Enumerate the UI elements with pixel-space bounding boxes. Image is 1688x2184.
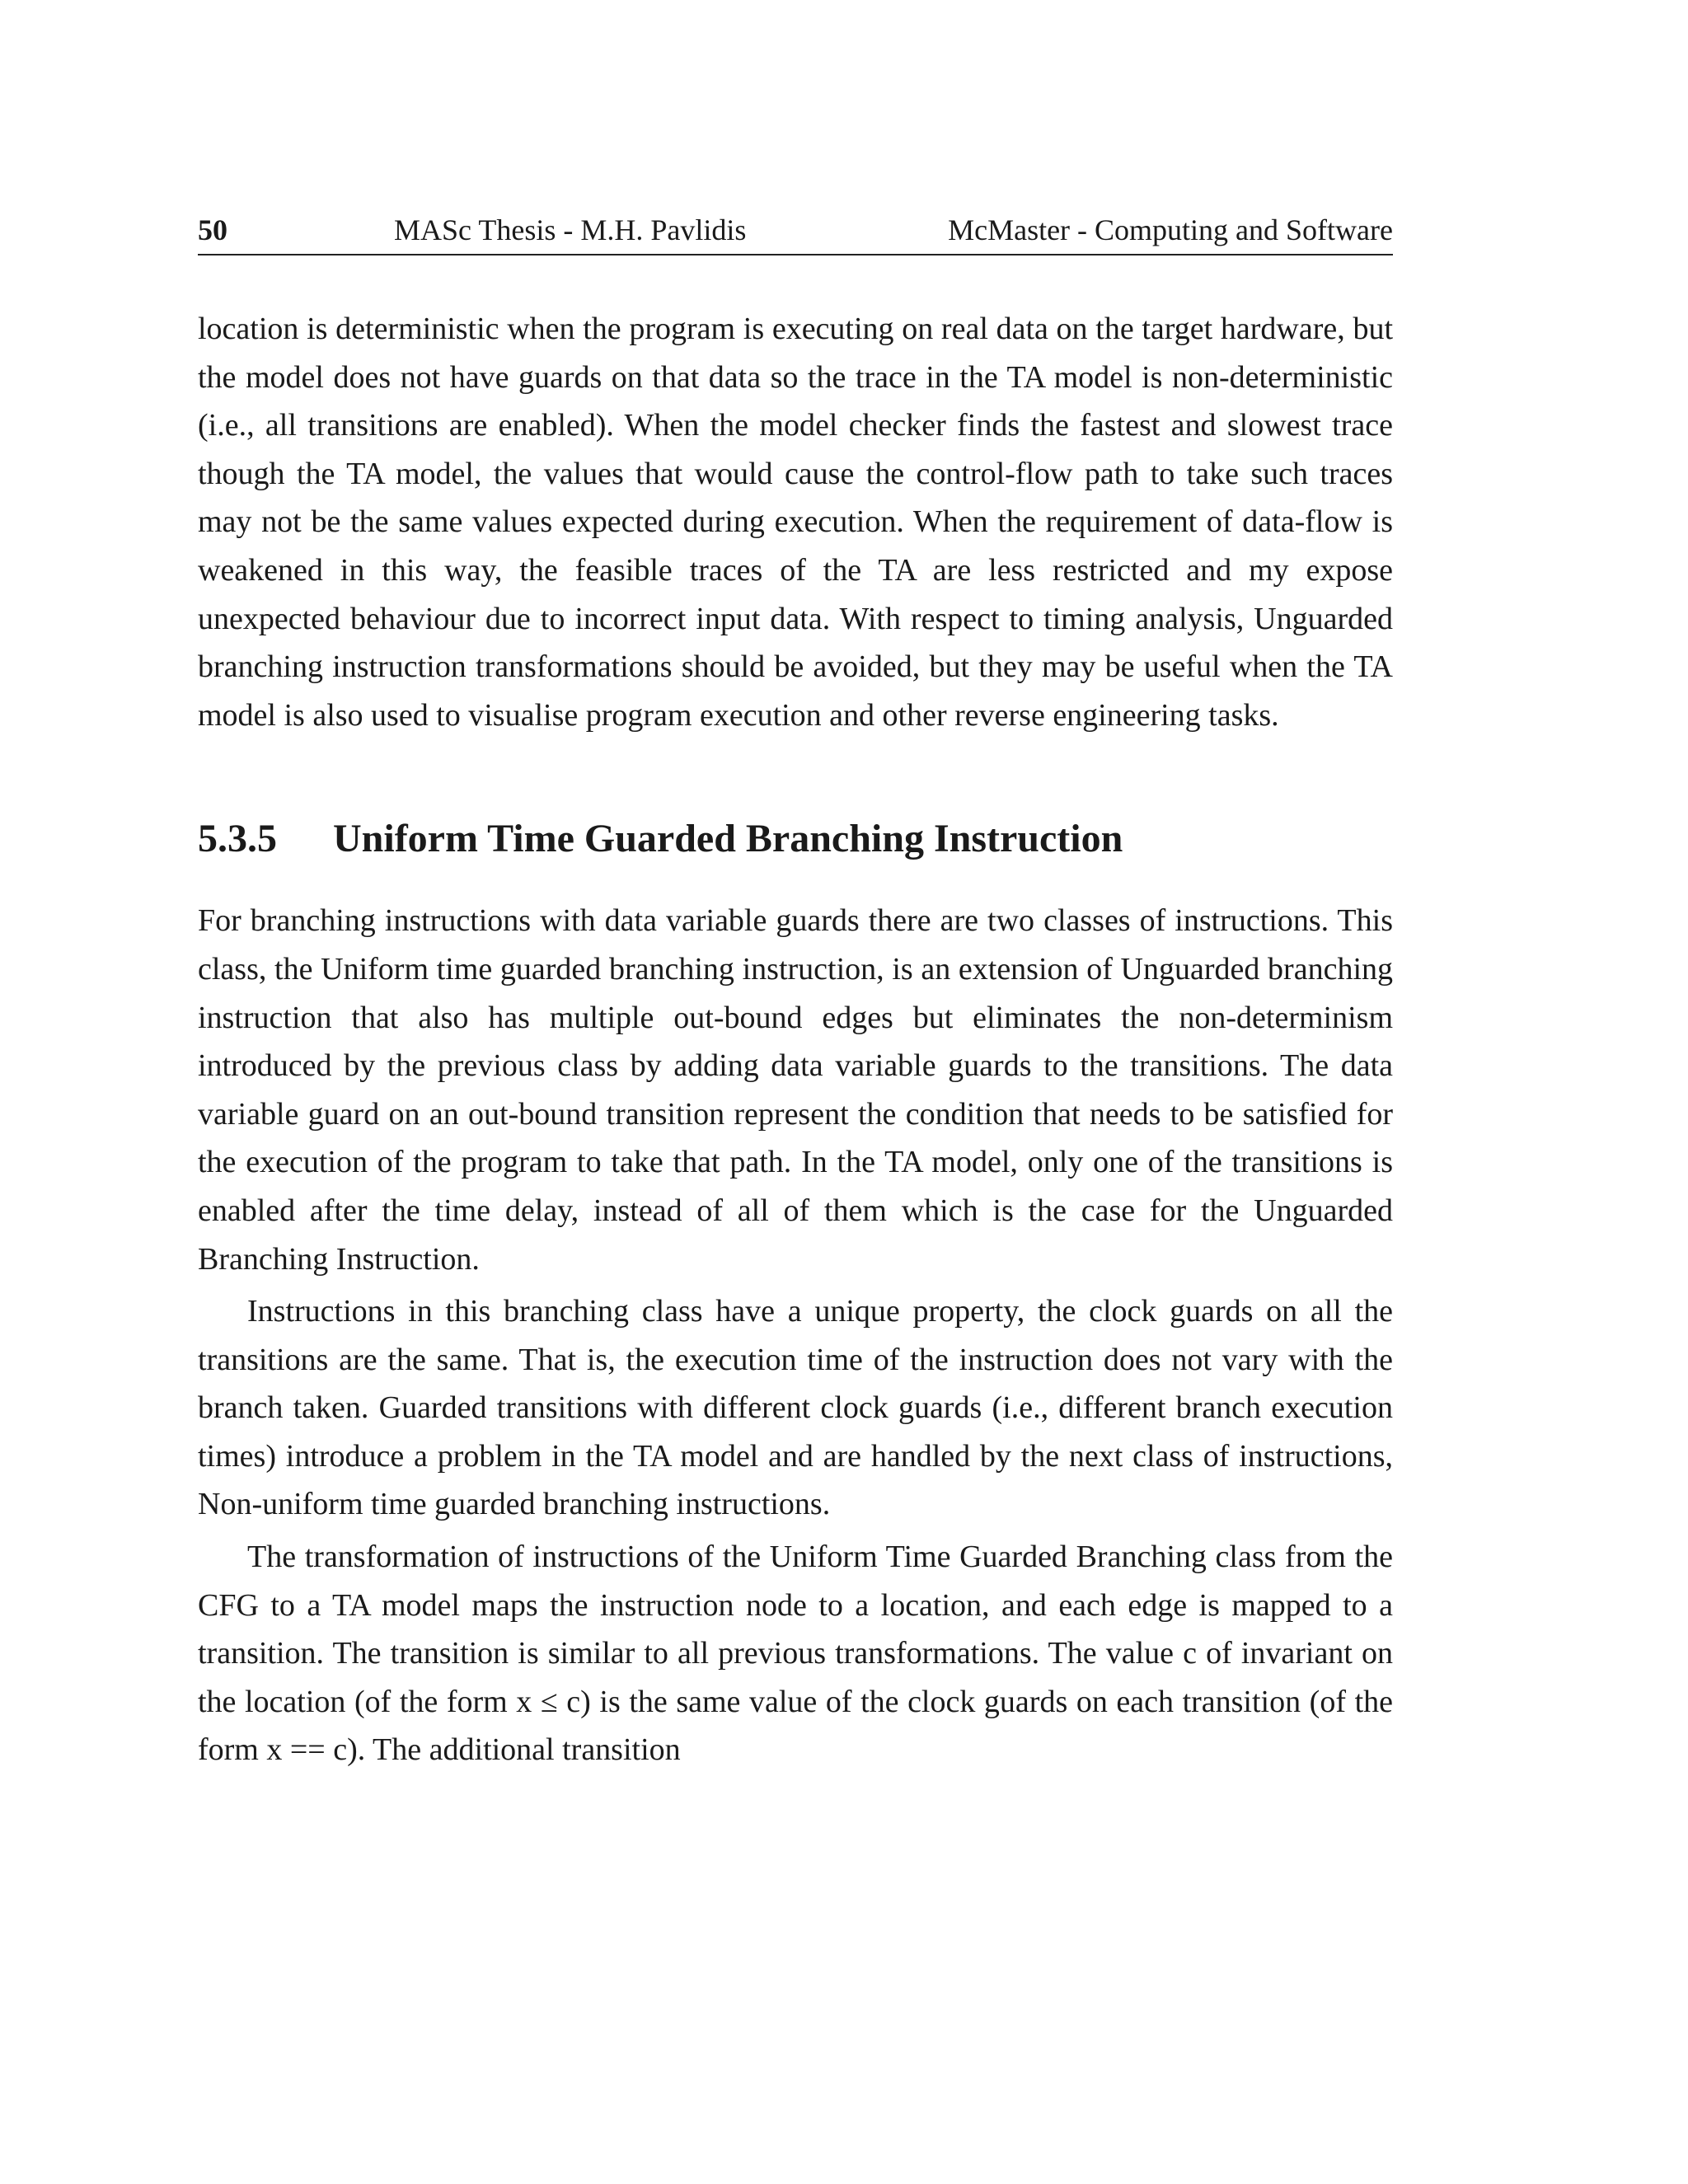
paragraph-1: location is deterministic when the program is executing on real data on the target hardware, but the model does not have guards on that data so the trace in the TA model is non-deterministic (i.e., all transitions are enabled). When the model checker finds the fastest and slowest trace though the TA model, the values that would cause the control-flow path to take such traces may not be the same values expected during execution. When the requirement of data-flow is weakened in this way, the feasible traces of the TA are less restricted and my expose unexpected behaviour due to incorrect input data. With respect to timing analysis, Unguarded branching instruction transformations should be avoided, but they may be useful when the TA model is also used to visualise program execution and other reverse engineering tasks. (198, 312, 1393, 733)
section-heading (198, 814, 1393, 864)
header-thesis-author: MASc Thesis - M.H. Pavlidis (394, 213, 747, 246)
header-institution: McMaster - Computing and Software (948, 213, 1393, 246)
section-title: Uniform Time Guarded Branching Instruction (333, 817, 1123, 861)
section-number: 5.3.5 (198, 817, 277, 861)
running-header (198, 204, 1393, 255)
paragraph-3: Instructions in this branching class have a unique property, the clock guards on all the transitions are the same. That is, the execution time of the instruction does not vary with the branch taken. Guarded transitions with different clock guards (i.e., different branch execution times) introduce a problem in the TA model and are handled by the next class of instructions, Non-uniform time guarded branching instructions. (198, 1294, 1393, 1522)
paragraph-2: For branching instructions with data variable guards there are two classes of instructions. This class, the Uniform time guarded branching instruction, is an extension of Unguarded branching instruction that also has multiple out-bound edges but eliminates the non-determinism introduced by the previous class by adding data variable guards to the transitions. The data variable guard on an out-bound transition represent the condition that needs to be satisfied for the execution of the program to take that path. In the TA model, only one of the transitions is enabled after the time delay, instead of all of them which is the case for the Unguarded Branching Instruction. (198, 903, 1393, 1277)
paragraph-4: The transformation of instructions of the Uniform Time Guarded Branching class from the CFG to a TA model maps the instruction node to a location, and each edge is mapped to a transition. The transition is similar to all previous transformations. The value c of invariant on the location (of the form x ≤ c) is the same value of the clock guards on each transition (of the form x == c). The additional transition (198, 1540, 1393, 1768)
page-number: 50 (198, 213, 227, 246)
body-text (198, 305, 1393, 1774)
